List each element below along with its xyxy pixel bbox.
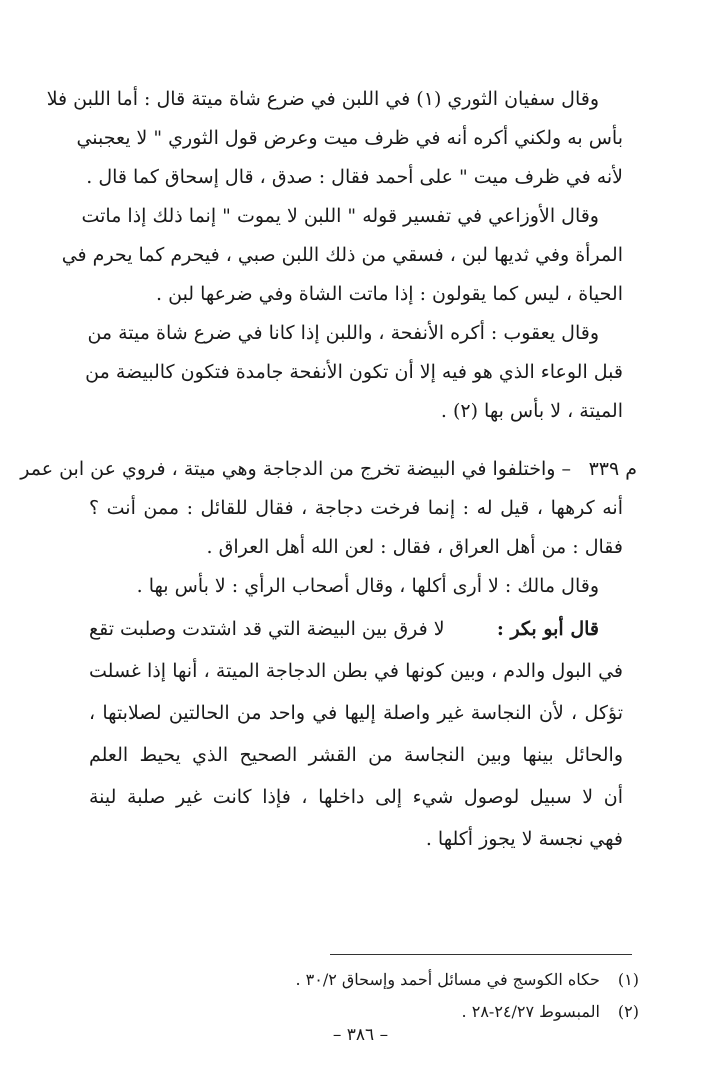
text-line: بأس به ولكني أكره أنه في ظرف ميت وعرض قول الثوري " لا يعجبني xyxy=(76,127,623,149)
text-line: أن لا سبيل لوصول شيء إلى داخلها ، فإذا كانت غير صلبة لينة xyxy=(89,786,623,808)
abu-bakr-heading: قال أبو بكر : xyxy=(496,618,599,640)
section-number: م ٣٣٩ xyxy=(588,458,637,480)
text-line: في البول والدم ، وبين كونها في بطن الدجاجة الميتة ، أنها إذا غسلت xyxy=(89,660,623,682)
footnote xyxy=(89,997,639,1027)
text-line: فهي نجسة لا يجوز أكلها . xyxy=(425,828,623,850)
footnote-number: (١) xyxy=(617,970,639,989)
page-number: – ٣٨٦ – xyxy=(332,1025,389,1045)
text-line: لأنه في ظرف ميت " على أحمد فقال : صدق ، قال إسحاق كما قال . xyxy=(86,166,623,188)
text-line-lead xyxy=(89,610,623,648)
text-line: وقال الأوزاعي في تفسير قوله " اللبن لا يموت " إنما ذلك إذا ماتت xyxy=(81,205,599,227)
footnote-text: حكاه الكوسج في مسائل أحمد وإسحاق ٣٠/٢ . xyxy=(295,970,600,989)
footnote xyxy=(89,965,639,995)
text-line: وقال سفيان الثوري (١) في اللبن في ضرع شاة ميتة قال : أما اللبن فلا xyxy=(46,88,599,110)
text-line: – واختلفوا في البيضة تخرج من الدجاجة وهي ميتة ، فروي عن ابن عمر xyxy=(20,458,571,480)
text-line: الميتة ، لا بأس بها (٢) . xyxy=(440,400,623,422)
text-segment: لا فرق بين البيضة التي قد اشتدت وصلبت تقع xyxy=(89,618,445,640)
text-line: أنه كرهها ، قيل له : إنما فرخت دجاجة ، فقال للقائل : ممن أنت ؟ xyxy=(89,497,623,519)
text-line: فقال : من أهل العراق ، فقال : لعن الله أهل العراق . xyxy=(206,536,623,558)
text-line: تؤكل ، لأن النجاسة غير واصلة إليها في واحد من الحالتين لصلابتها ، xyxy=(89,702,623,724)
text-line: وقال مالك : لا أرى أكلها ، وقال أصحاب الرأي : لا بأس بها . xyxy=(136,575,599,597)
text-line: وقال يعقوب : أكره الأنفحة ، واللبن إذا كانا في ضرع شاة ميتة من xyxy=(87,322,599,344)
footnote-separator xyxy=(330,954,632,955)
footnote-number: (٢) xyxy=(617,1002,639,1021)
footnote-text: المبسوط ٢٤/٢٧-٢٨ . xyxy=(461,1002,600,1021)
text-line: المرأة وفي ثديها لبن ، فسقي من ذلك اللبن صبي ، فيحرم كما يحرم في xyxy=(61,244,623,266)
text-line: والحائل بينها وبين النجاسة من القشر الصحيح الذي يحيط العلم xyxy=(89,744,623,766)
text-line: قبل الوعاء الذي هو فيه إلا أن تكون الأنفحة جامدة فتكون كالبيضة من xyxy=(85,361,623,383)
text-line: الحياة ، ليس كما يقولون : إذا ماتت الشاة وفي ضرعها لبن . xyxy=(156,283,623,305)
